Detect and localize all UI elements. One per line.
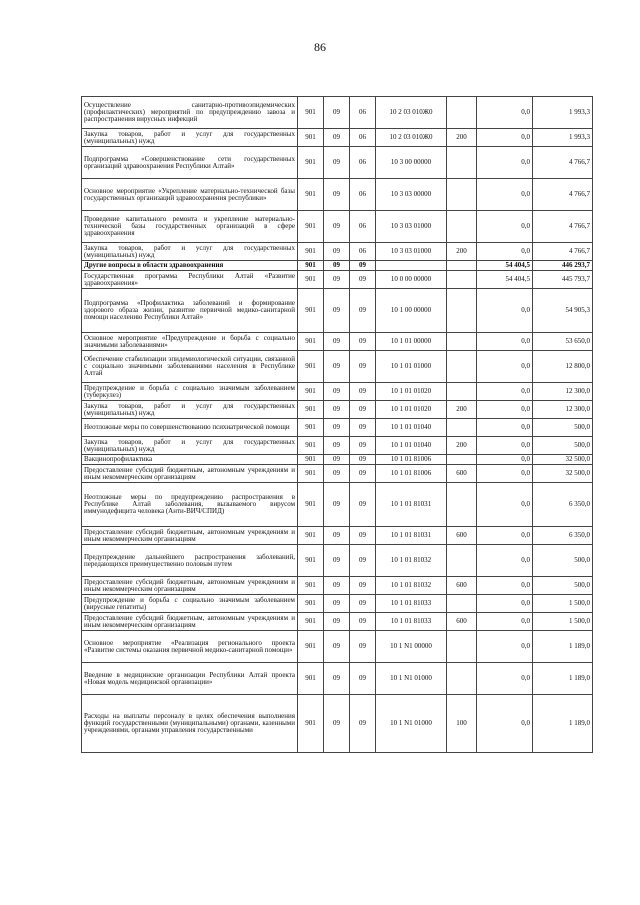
- expense-type-cell: 200: [447, 437, 477, 455]
- grbs-cell: 901: [298, 147, 324, 179]
- section-cell: 09: [324, 663, 350, 695]
- row-name-cell: Основное мероприятие «Реализация регионального проекта «Развитие системы оказания первичной медико-санитарной помощи»: [82, 631, 298, 663]
- subsection-cell: 09: [350, 631, 376, 663]
- subsection-cell: 09: [350, 419, 376, 437]
- amount-2-cell: 1 189,0: [533, 695, 593, 753]
- amount-2-cell: 500,0: [533, 577, 593, 595]
- amount-1-cell: 0,0: [477, 631, 533, 663]
- subsection-cell: 09: [350, 289, 376, 333]
- section-cell: 09: [324, 613, 350, 631]
- grbs-cell: 901: [298, 179, 324, 211]
- amount-2-cell: 446 293,7: [533, 261, 593, 271]
- target-article-cell: 10 1 01 81033: [376, 595, 447, 613]
- amount-2-cell: 4 766,7: [533, 211, 593, 243]
- section-cell: 09: [324, 401, 350, 419]
- row-name-cell: Подпрограмма «Профилактика заболеваний и формирование здорового образа жизни, развитие первичной медико-санитарной помощи населению Республики Алтай»: [82, 289, 298, 333]
- table-row: [82, 351, 593, 383]
- grbs-cell: 901: [298, 419, 324, 437]
- grbs-cell: 901: [298, 577, 324, 595]
- row-name-cell: Неотложные меры по совершенствованию психиатрической помощи: [82, 419, 298, 437]
- section-cell: 09: [324, 211, 350, 243]
- table-row: [82, 419, 593, 437]
- subsection-cell: 06: [350, 179, 376, 211]
- target-article-cell: 10 1 01 01040: [376, 419, 447, 437]
- section-cell: 09: [324, 289, 350, 333]
- section-cell: 09: [324, 271, 350, 289]
- amount-1-cell: 0,0: [477, 455, 533, 465]
- table-row: [82, 129, 593, 147]
- amount-1-cell: 0,0: [477, 465, 533, 483]
- section-cell: 09: [324, 351, 350, 383]
- amount-1-cell: 0,0: [477, 97, 533, 129]
- row-name-cell: Закупка товаров, работ и услуг для государственных (муниципальных) нужд: [82, 401, 298, 419]
- grbs-cell: 901: [298, 483, 324, 527]
- row-name-cell: Предоставление субсидий бюджетным, автономным учреждениям и иным некоммерческим организациям: [82, 465, 298, 483]
- subsection-cell: 06: [350, 147, 376, 179]
- row-name-cell: Закупка товаров, работ и услуг для государственных (муниципальных) нужд: [82, 243, 298, 261]
- expense-type-cell: 100: [447, 695, 477, 753]
- amount-2-cell: 12 300,0: [533, 401, 593, 419]
- target-article-cell: 10 1 01 81032: [376, 577, 447, 595]
- amount-2-cell: 32 500,0: [533, 465, 593, 483]
- section-cell: 09: [324, 179, 350, 211]
- amount-1-cell: 0,0: [477, 613, 533, 631]
- table-row: [82, 545, 593, 577]
- table-row: [82, 333, 593, 351]
- subsection-cell: 09: [350, 261, 376, 271]
- target-article-cell: 10 2 03 010Ж0: [376, 129, 447, 147]
- expense-type-cell: [447, 483, 477, 527]
- expense-type-cell: 600: [447, 613, 477, 631]
- grbs-cell: 901: [298, 437, 324, 455]
- section-cell: 09: [324, 243, 350, 261]
- row-name-cell: Неотложные меры по предупреждению распространения в Республике Алтай заболевания, вызываемого вирусом иммунодефицита человека (Анти-ВИЧ/СПИД): [82, 483, 298, 527]
- expense-type-cell: [447, 545, 477, 577]
- row-name-cell: Проведение капитального ремонта и укрепление материально-технической базы государственных организаций в сфере здравоохранения: [82, 211, 298, 243]
- target-article-cell: 10 3 00 00000: [376, 147, 447, 179]
- expense-type-cell: 200: [447, 243, 477, 261]
- amount-1-cell: 0,0: [477, 483, 533, 527]
- expense-type-cell: 600: [447, 577, 477, 595]
- expense-type-cell: [447, 179, 477, 211]
- amount-1-cell: 0,0: [477, 695, 533, 753]
- table-row: [82, 613, 593, 631]
- table-row: [82, 211, 593, 243]
- amount-1-cell: 0,0: [477, 129, 533, 147]
- subsection-cell: 09: [350, 455, 376, 465]
- table-row: [82, 261, 593, 271]
- subsection-cell: 09: [350, 545, 376, 577]
- target-article-cell: 10 1 00 00000: [376, 289, 447, 333]
- table-row: [82, 97, 593, 129]
- table-row: [82, 577, 593, 595]
- table-row: [82, 631, 593, 663]
- subsection-cell: 06: [350, 129, 376, 147]
- target-article-cell: 10 1 01 01020: [376, 383, 447, 401]
- grbs-cell: 901: [298, 613, 324, 631]
- section-cell: 09: [324, 595, 350, 613]
- expense-type-cell: [447, 211, 477, 243]
- target-article-cell: 10 1 01 81033: [376, 613, 447, 631]
- table-row: [82, 271, 593, 289]
- target-article-cell: 10 1 01 01020: [376, 401, 447, 419]
- amount-2-cell: 6 350,0: [533, 527, 593, 545]
- budget-table: [81, 96, 593, 753]
- row-name-cell: Предоставление субсидий бюджетным, автономным учреждениям и иным некоммерческим организациям: [82, 527, 298, 545]
- table-row: [82, 437, 593, 455]
- target-article-cell: 10 1 01 00000: [376, 333, 447, 351]
- section-cell: 09: [324, 527, 350, 545]
- grbs-cell: 901: [298, 527, 324, 545]
- amount-2-cell: 12 300,0: [533, 383, 593, 401]
- subsection-cell: 09: [350, 695, 376, 753]
- row-name-cell: Другие вопросы в области здравоохранения: [82, 261, 298, 271]
- amount-1-cell: 0,0: [477, 595, 533, 613]
- section-cell: 09: [324, 419, 350, 437]
- table-row: [82, 401, 593, 419]
- target-article-cell: 10 3 03 01000: [376, 211, 447, 243]
- section-cell: 09: [324, 97, 350, 129]
- subsection-cell: 06: [350, 97, 376, 129]
- target-article-cell: [376, 261, 447, 271]
- amount-1-cell: 0,0: [477, 383, 533, 401]
- section-cell: 09: [324, 455, 350, 465]
- amount-1-cell: 0,0: [477, 351, 533, 383]
- subsection-cell: 09: [350, 401, 376, 419]
- amount-1-cell: 0,0: [477, 527, 533, 545]
- grbs-cell: 901: [298, 97, 324, 129]
- section-cell: 09: [324, 333, 350, 351]
- expense-type-cell: [447, 419, 477, 437]
- expense-type-cell: [447, 595, 477, 613]
- table-row: [82, 483, 593, 527]
- expense-type-cell: [447, 97, 477, 129]
- grbs-cell: 901: [298, 455, 324, 465]
- expense-type-cell: [447, 271, 477, 289]
- expense-type-cell: 200: [447, 129, 477, 147]
- grbs-cell: 901: [298, 333, 324, 351]
- target-article-cell: 10 3 03 01000: [376, 243, 447, 261]
- amount-2-cell: 500,0: [533, 419, 593, 437]
- target-article-cell: 10 2 03 010Ж0: [376, 97, 447, 129]
- expense-type-cell: 200: [447, 401, 477, 419]
- page-number: 86: [314, 40, 326, 54]
- subsection-cell: 09: [350, 613, 376, 631]
- amount-1-cell: 0,0: [477, 147, 533, 179]
- table-row: [82, 595, 593, 613]
- section-cell: 09: [324, 545, 350, 577]
- section-cell: 09: [324, 437, 350, 455]
- row-name-cell: Расходы на выплаты персоналу в целях обеспечения выполнения функций государственными (муниципальными) органами, казенными учреждениями, органами управления государственными: [82, 695, 298, 753]
- table-row: [82, 383, 593, 401]
- subsection-cell: 06: [350, 211, 376, 243]
- grbs-cell: 901: [298, 595, 324, 613]
- section-cell: 09: [324, 483, 350, 527]
- row-name-cell: Обеспечение стабилизации эпидемиологической ситуации, связанной с социально значимыми заболеваниями населения в Республике Алтай: [82, 351, 298, 383]
- subsection-cell: 09: [350, 465, 376, 483]
- subsection-cell: 09: [350, 351, 376, 383]
- subsection-cell: 09: [350, 663, 376, 695]
- grbs-cell: 901: [298, 465, 324, 483]
- target-article-cell: 10 1 N1 00000: [376, 631, 447, 663]
- subsection-cell: 09: [350, 527, 376, 545]
- row-name-cell: Предоставление субсидий бюджетным, автономным учреждениям и иным некоммерческим организациям: [82, 613, 298, 631]
- grbs-cell: 901: [298, 401, 324, 419]
- grbs-cell: 901: [298, 631, 324, 663]
- subsection-cell: 06: [350, 243, 376, 261]
- subsection-cell: 09: [350, 271, 376, 289]
- expense-type-cell: [447, 289, 477, 333]
- amount-2-cell: 4 766,7: [533, 243, 593, 261]
- expense-type-cell: [447, 663, 477, 695]
- section-cell: 09: [324, 147, 350, 179]
- table-row: [82, 465, 593, 483]
- amount-1-cell: 0,0: [477, 289, 533, 333]
- row-name-cell: Предупреждение и борьба с социально значимым заболеванием (вирусные гепатиты): [82, 595, 298, 613]
- amount-2-cell: 32 500,0: [533, 455, 593, 465]
- row-name-cell: Введение в медицинские организации Республики Алтай проекта «Новая модель медицинской организации»: [82, 663, 298, 695]
- amount-1-cell: 0,0: [477, 333, 533, 351]
- amount-2-cell: 500,0: [533, 437, 593, 455]
- table-row: [82, 527, 593, 545]
- table-row: [82, 289, 593, 333]
- section-cell: 09: [324, 383, 350, 401]
- grbs-cell: 901: [298, 545, 324, 577]
- expense-type-cell: [447, 455, 477, 465]
- section-cell: 09: [324, 465, 350, 483]
- grbs-cell: 901: [298, 289, 324, 333]
- amount-2-cell: 1 500,0: [533, 613, 593, 631]
- amount-2-cell: 12 800,0: [533, 351, 593, 383]
- target-article-cell: 10 1 01 81031: [376, 527, 447, 545]
- row-name-cell: Подпрограмма «Совершенствование сети государственных организаций здравоохранения Республики Алтай»: [82, 147, 298, 179]
- grbs-cell: 901: [298, 351, 324, 383]
- table-row: [82, 695, 593, 753]
- section-cell: 09: [324, 577, 350, 595]
- expense-type-cell: [447, 383, 477, 401]
- row-name-cell: Предоставление субсидий бюджетным, автономным учреждениям и иным некоммерческим организациям: [82, 577, 298, 595]
- subsection-cell: 09: [350, 437, 376, 455]
- row-name-cell: Закупка товаров, работ и услуг для государственных (муниципальных) нужд: [82, 129, 298, 147]
- expense-type-cell: [447, 261, 477, 271]
- amount-1-cell: 54 404,5: [477, 271, 533, 289]
- table-row: [82, 179, 593, 211]
- row-name-cell: Основное мероприятие «Предупреждение и борьба с социально значимыми заболеваниями»: [82, 333, 298, 351]
- target-article-cell: 10 3 03 00000: [376, 179, 447, 211]
- table-row: [82, 455, 593, 465]
- amount-1-cell: 0,0: [477, 437, 533, 455]
- grbs-cell: 901: [298, 271, 324, 289]
- target-article-cell: 10 1 01 01000: [376, 351, 447, 383]
- row-name-cell: Осуществление санитарно-противоэпидемических (профилактических) мероприятий по предупреждению завоза и распространения вирусных инфекций: [82, 97, 298, 129]
- amount-1-cell: 0,0: [477, 545, 533, 577]
- target-article-cell: 10 1 01 01040: [376, 437, 447, 455]
- target-article-cell: 10 1 01 81031: [376, 483, 447, 527]
- amount-2-cell: 445 793,7: [533, 271, 593, 289]
- amount-1-cell: 0,0: [477, 211, 533, 243]
- subsection-cell: 09: [350, 483, 376, 527]
- target-article-cell: 10 1 N1 01000: [376, 663, 447, 695]
- grbs-cell: 901: [298, 211, 324, 243]
- row-name-cell: Вакцинопрофилактика: [82, 455, 298, 465]
- section-cell: 09: [324, 695, 350, 753]
- grbs-cell: 901: [298, 695, 324, 753]
- table-row: [82, 663, 593, 695]
- expense-type-cell: [447, 147, 477, 179]
- grbs-cell: 901: [298, 663, 324, 695]
- amount-2-cell: 1 189,0: [533, 663, 593, 695]
- amount-2-cell: 500,0: [533, 545, 593, 577]
- subsection-cell: 09: [350, 333, 376, 351]
- target-article-cell: 10 0 00 00000: [376, 271, 447, 289]
- target-article-cell: 10 1 01 81032: [376, 545, 447, 577]
- grbs-cell: 901: [298, 261, 324, 271]
- amount-2-cell: 4 766,7: [533, 179, 593, 211]
- section-cell: 09: [324, 261, 350, 271]
- row-name-cell: Государственная программа Республики Алтай «Развитие здравоохранения»: [82, 271, 298, 289]
- amount-1-cell: 0,0: [477, 401, 533, 419]
- amount-2-cell: 53 650,0: [533, 333, 593, 351]
- expense-type-cell: 600: [447, 465, 477, 483]
- amount-2-cell: 1 500,0: [533, 595, 593, 613]
- amount-1-cell: 0,0: [477, 179, 533, 211]
- amount-2-cell: 1 993,3: [533, 97, 593, 129]
- amount-1-cell: 0,0: [477, 243, 533, 261]
- grbs-cell: 901: [298, 129, 324, 147]
- expense-type-cell: 600: [447, 527, 477, 545]
- expense-type-cell: [447, 333, 477, 351]
- target-article-cell: 10 1 01 81006: [376, 465, 447, 483]
- row-name-cell: Предупреждение дальнейшего распространения заболеваний, передающихся преимущественно половым путем: [82, 545, 298, 577]
- grbs-cell: 901: [298, 383, 324, 401]
- table-row: [82, 243, 593, 261]
- row-name-cell: Основное мероприятие «Укрепление материально-технической базы государственных организаций здравоохранения республики»: [82, 179, 298, 211]
- amount-1-cell: 0,0: [477, 419, 533, 437]
- target-article-cell: 10 1 N1 01000: [376, 695, 447, 753]
- amount-2-cell: 6 350,0: [533, 483, 593, 527]
- section-cell: 09: [324, 631, 350, 663]
- row-name-cell: Предупреждение и борьба с социально значимым заболеванием (туберкулез): [82, 383, 298, 401]
- amount-2-cell: 4 766,7: [533, 147, 593, 179]
- amount-2-cell: 1 189,0: [533, 631, 593, 663]
- amount-2-cell: 1 993,3: [533, 129, 593, 147]
- subsection-cell: 09: [350, 383, 376, 401]
- amount-2-cell: 54 905,3: [533, 289, 593, 333]
- table-row: [82, 147, 593, 179]
- grbs-cell: 901: [298, 243, 324, 261]
- amount-1-cell: 0,0: [477, 663, 533, 695]
- section-cell: 09: [324, 129, 350, 147]
- amount-1-cell: 0,0: [477, 577, 533, 595]
- row-name-cell: Закупка товаров, работ и услуг для государственных (муниципальных) нужд: [82, 437, 298, 455]
- expense-type-cell: [447, 631, 477, 663]
- amount-1-cell: 54 404,5: [477, 261, 533, 271]
- target-article-cell: 10 1 01 81006: [376, 455, 447, 465]
- expense-type-cell: [447, 351, 477, 383]
- subsection-cell: 09: [350, 595, 376, 613]
- subsection-cell: 09: [350, 577, 376, 595]
